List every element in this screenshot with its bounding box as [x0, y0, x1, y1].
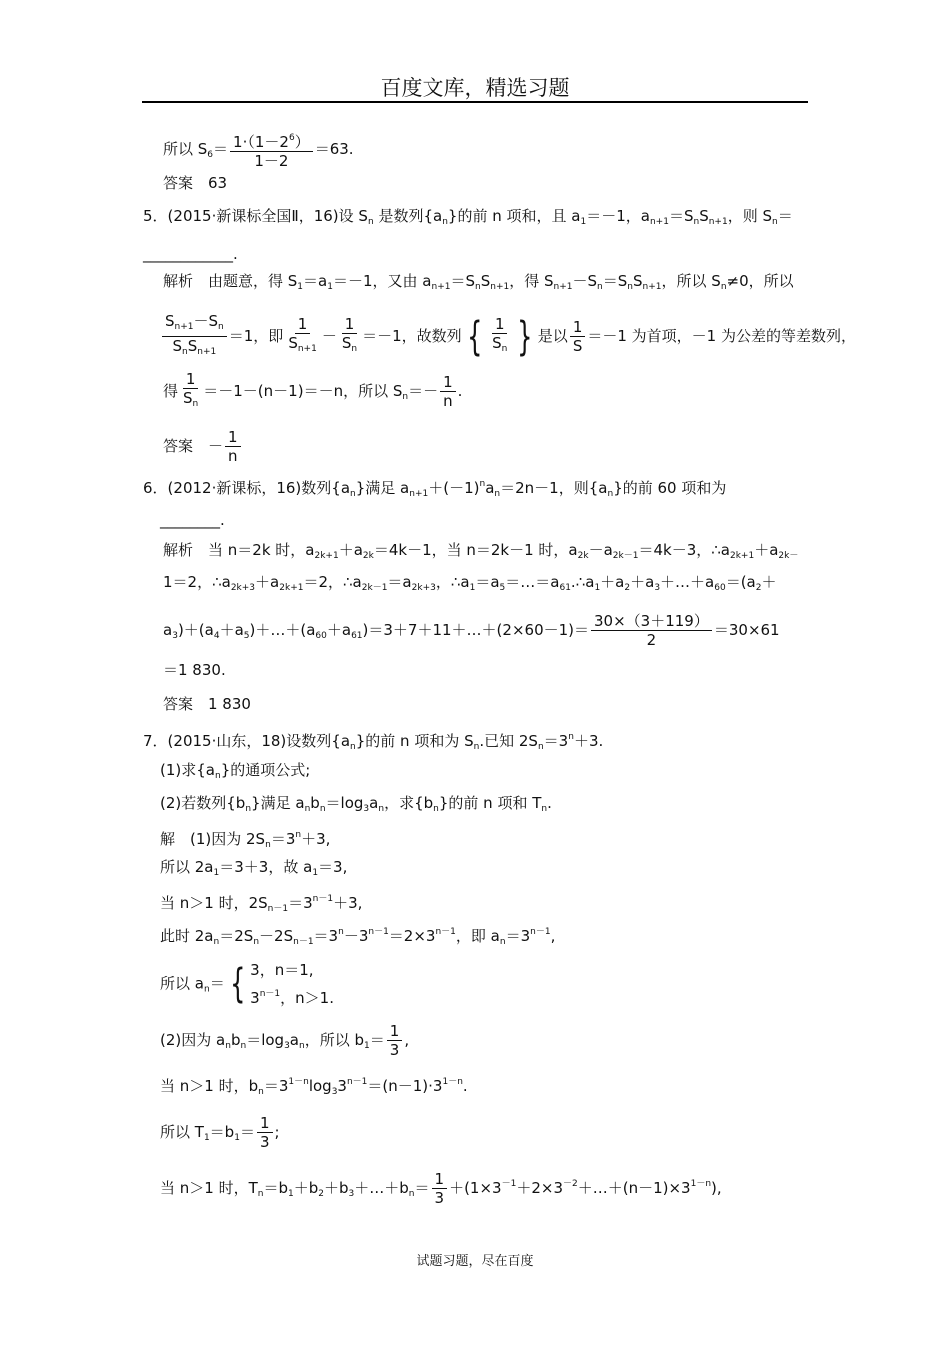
fraction: $\frac{30\times(3+119)}{2}$: [591, 612, 712, 649]
question-5: 5．(2015·新课标全国Ⅱ，16)设 $S_n$ 是数列$\{a_n\}$的前 n 项和，且 $a_1=-1$，$a_{n+1}=S_nS_{n+1}$，则 $S_n=$: [143, 207, 793, 227]
fraction: $\frac{1}{S_n}$: [183, 370, 199, 409]
solution-line: 得 $\frac{1}{S_n}$ ＝－1－(n－1)＝－n，所以 $S_n=-$ $\frac{1}{n}$ .: [163, 370, 462, 413]
brace-icon: }: [517, 313, 533, 360]
fraction: $\frac{1}{3}$: [432, 1170, 448, 1207]
answer-line: 答案 63: [163, 174, 228, 192]
answer-line: 答案 1 830: [163, 695, 251, 713]
page-header: 百度文库，精选习题: [380, 76, 570, 100]
subquestion: (2)若数列$\{b_n\}$满足 $a_nb_n=\log_3a_n$，求$\{b_n\}$的前 n 项和 $T_n$.: [160, 794, 552, 814]
solution-line: 解析 当 n＝2k 时，$a_{2k+1}+a_{2k}=4k-1$，当 n＝2k－1 时，$a_{2k}-a_{2k-1}=4k-3$，$\therefore a_{2k+1}+a_{2k-}$: [163, 541, 799, 561]
fraction: $\frac{1}{S_n}$: [341, 315, 358, 354]
fraction: $\frac{1}{n}$: [225, 428, 241, 465]
solution-line: (2)因为 $a_nb_n=\log_3a_n$，所以 $b_1=$ $\frac{1}{3}$ ,: [160, 1022, 410, 1059]
fraction: $\frac{1}{S_n}$: [492, 315, 508, 354]
solution-line: $\frac{S_{n+1}-S_n}{S_nS_{n+1}}$ ＝1，即 $\frac{1}{S_{n+1}}$ － $\frac{1}{S_n}$ ＝－1，故数列 { $\frac{1}{S_n}$ } 是以 $\frac{1}{S}$ ＝－1 为首项，－1 为公差的等差数列，: [160, 312, 856, 361]
brace-icon: {: [229, 961, 246, 1007]
blank-line: ________.: [160, 511, 225, 529]
solution-line: 所以 $T_1=b_1=$ $\frac{1}{3}$ ;: [160, 1114, 280, 1151]
fraction: $\frac{S_{n+1}-S_n}{S_nS_{n+1}}$: [162, 312, 227, 361]
blank-line: ____________.: [143, 245, 238, 263]
fraction: $\frac{1}{n}$: [440, 373, 456, 410]
fraction: $\frac{1}{3}$: [387, 1022, 403, 1059]
question-7: 7．(2015·山东，18)设数列$\{a_n\}$的前 n 项和为 $S_n$.已知 $2S_n=3^n+3$.: [143, 732, 604, 752]
solution-line: ＝1 830.: [163, 661, 226, 679]
solution-line: 解析 由题意，得 $S_1=a_1=-1$，又由 $a_{n+1}=S_nS_{n+1}$，得 $S_{n+1}-S_n=S_nS_{n+1}$，所以 $S_n\ne 0$，所以: [163, 272, 794, 292]
subquestion: (1)求$\{a_n\}$的通项公式;: [160, 761, 311, 781]
text-line: 所以 $S_6=$ $\frac{1\cdot(1-2^6)}{1-2}$ ＝63.: [163, 129, 354, 170]
solution-line: 当 n＞1 时，$b_n=3^{1-n}\log_33^{n-1}=(n-1)\cdot 3^{1-n}$.: [160, 1077, 468, 1097]
fraction: $\frac{1}{3}$: [257, 1114, 273, 1151]
solution-line: 所以 $a_n=$ { 3，n＝1, $3^{n-1}$，n＞1.: [160, 958, 334, 1010]
answer-line: 答案 － $\frac{1}{n}$: [163, 428, 243, 465]
solution-line: $a_3)+(a_4+a_5)+\dots+(a_{60}+a_{61})=3+7+11+\dots+(2\times 60-1)=$ $\frac{30\times(3+119)}{2}$ ＝30×61: [163, 612, 780, 649]
solution-line: 当 n＞1 时，$T_n=b_1+b_2+b_3+\dots+b_n=$ $\frac{1}{3}$ $+(1\times 3^{-1}+2\times 3^{-2}+\dots+(n-1)\times 3^{1-n})$,: [160, 1170, 722, 1207]
question-6: 6．(2012·新课标，16)数列$\{a_n\}$满足 $a_{n+1}+(-1)^na_n=2n-1$，则$\{a_n\}$的前 60 项和为: [143, 479, 727, 499]
solution-line: 此时 $2a_n=2S_n-2S_{n-1}=3^n-3^{n-1}=2\times 3^{n-1}$，即 $a_n=3^{n-1}$,: [160, 927, 556, 947]
fraction: $\frac{1\cdot(1-2^6)}{1-2}$: [230, 129, 313, 170]
piecewise-system: 3，n＝1, $3^{n-1}$，n＞1.: [250, 961, 334, 1007]
fraction: $\frac{1}{S}$: [570, 318, 586, 355]
solution-line: 所以 $2a_1=3+3$，故 $a_1=3$,: [160, 858, 348, 878]
solution-line: 解 (1)因为 $2S_n=3^n+3$,: [160, 830, 331, 850]
header-rule: [142, 101, 808, 103]
page-footer: 试题习题，尽在百度: [416, 1254, 534, 1269]
fraction: $\frac{1}{S_{n+1}}$: [288, 315, 317, 354]
solution-line: 1＝2，$\therefore a_{2k+3}+a_{2k+1}=2$，$\therefore a_{2k-1}=a_{2k+3}$，$\therefore a_1=a_5=\dots=a_{61}.\therefore a_1+a_2+a_3+\dots+a_{60}=(a_2+$: [163, 573, 777, 593]
brace-icon: {: [466, 313, 483, 360]
solution-line: 当 n＞1 时，$2S_{n-1}=3^{n-1}+3$,: [160, 894, 363, 914]
